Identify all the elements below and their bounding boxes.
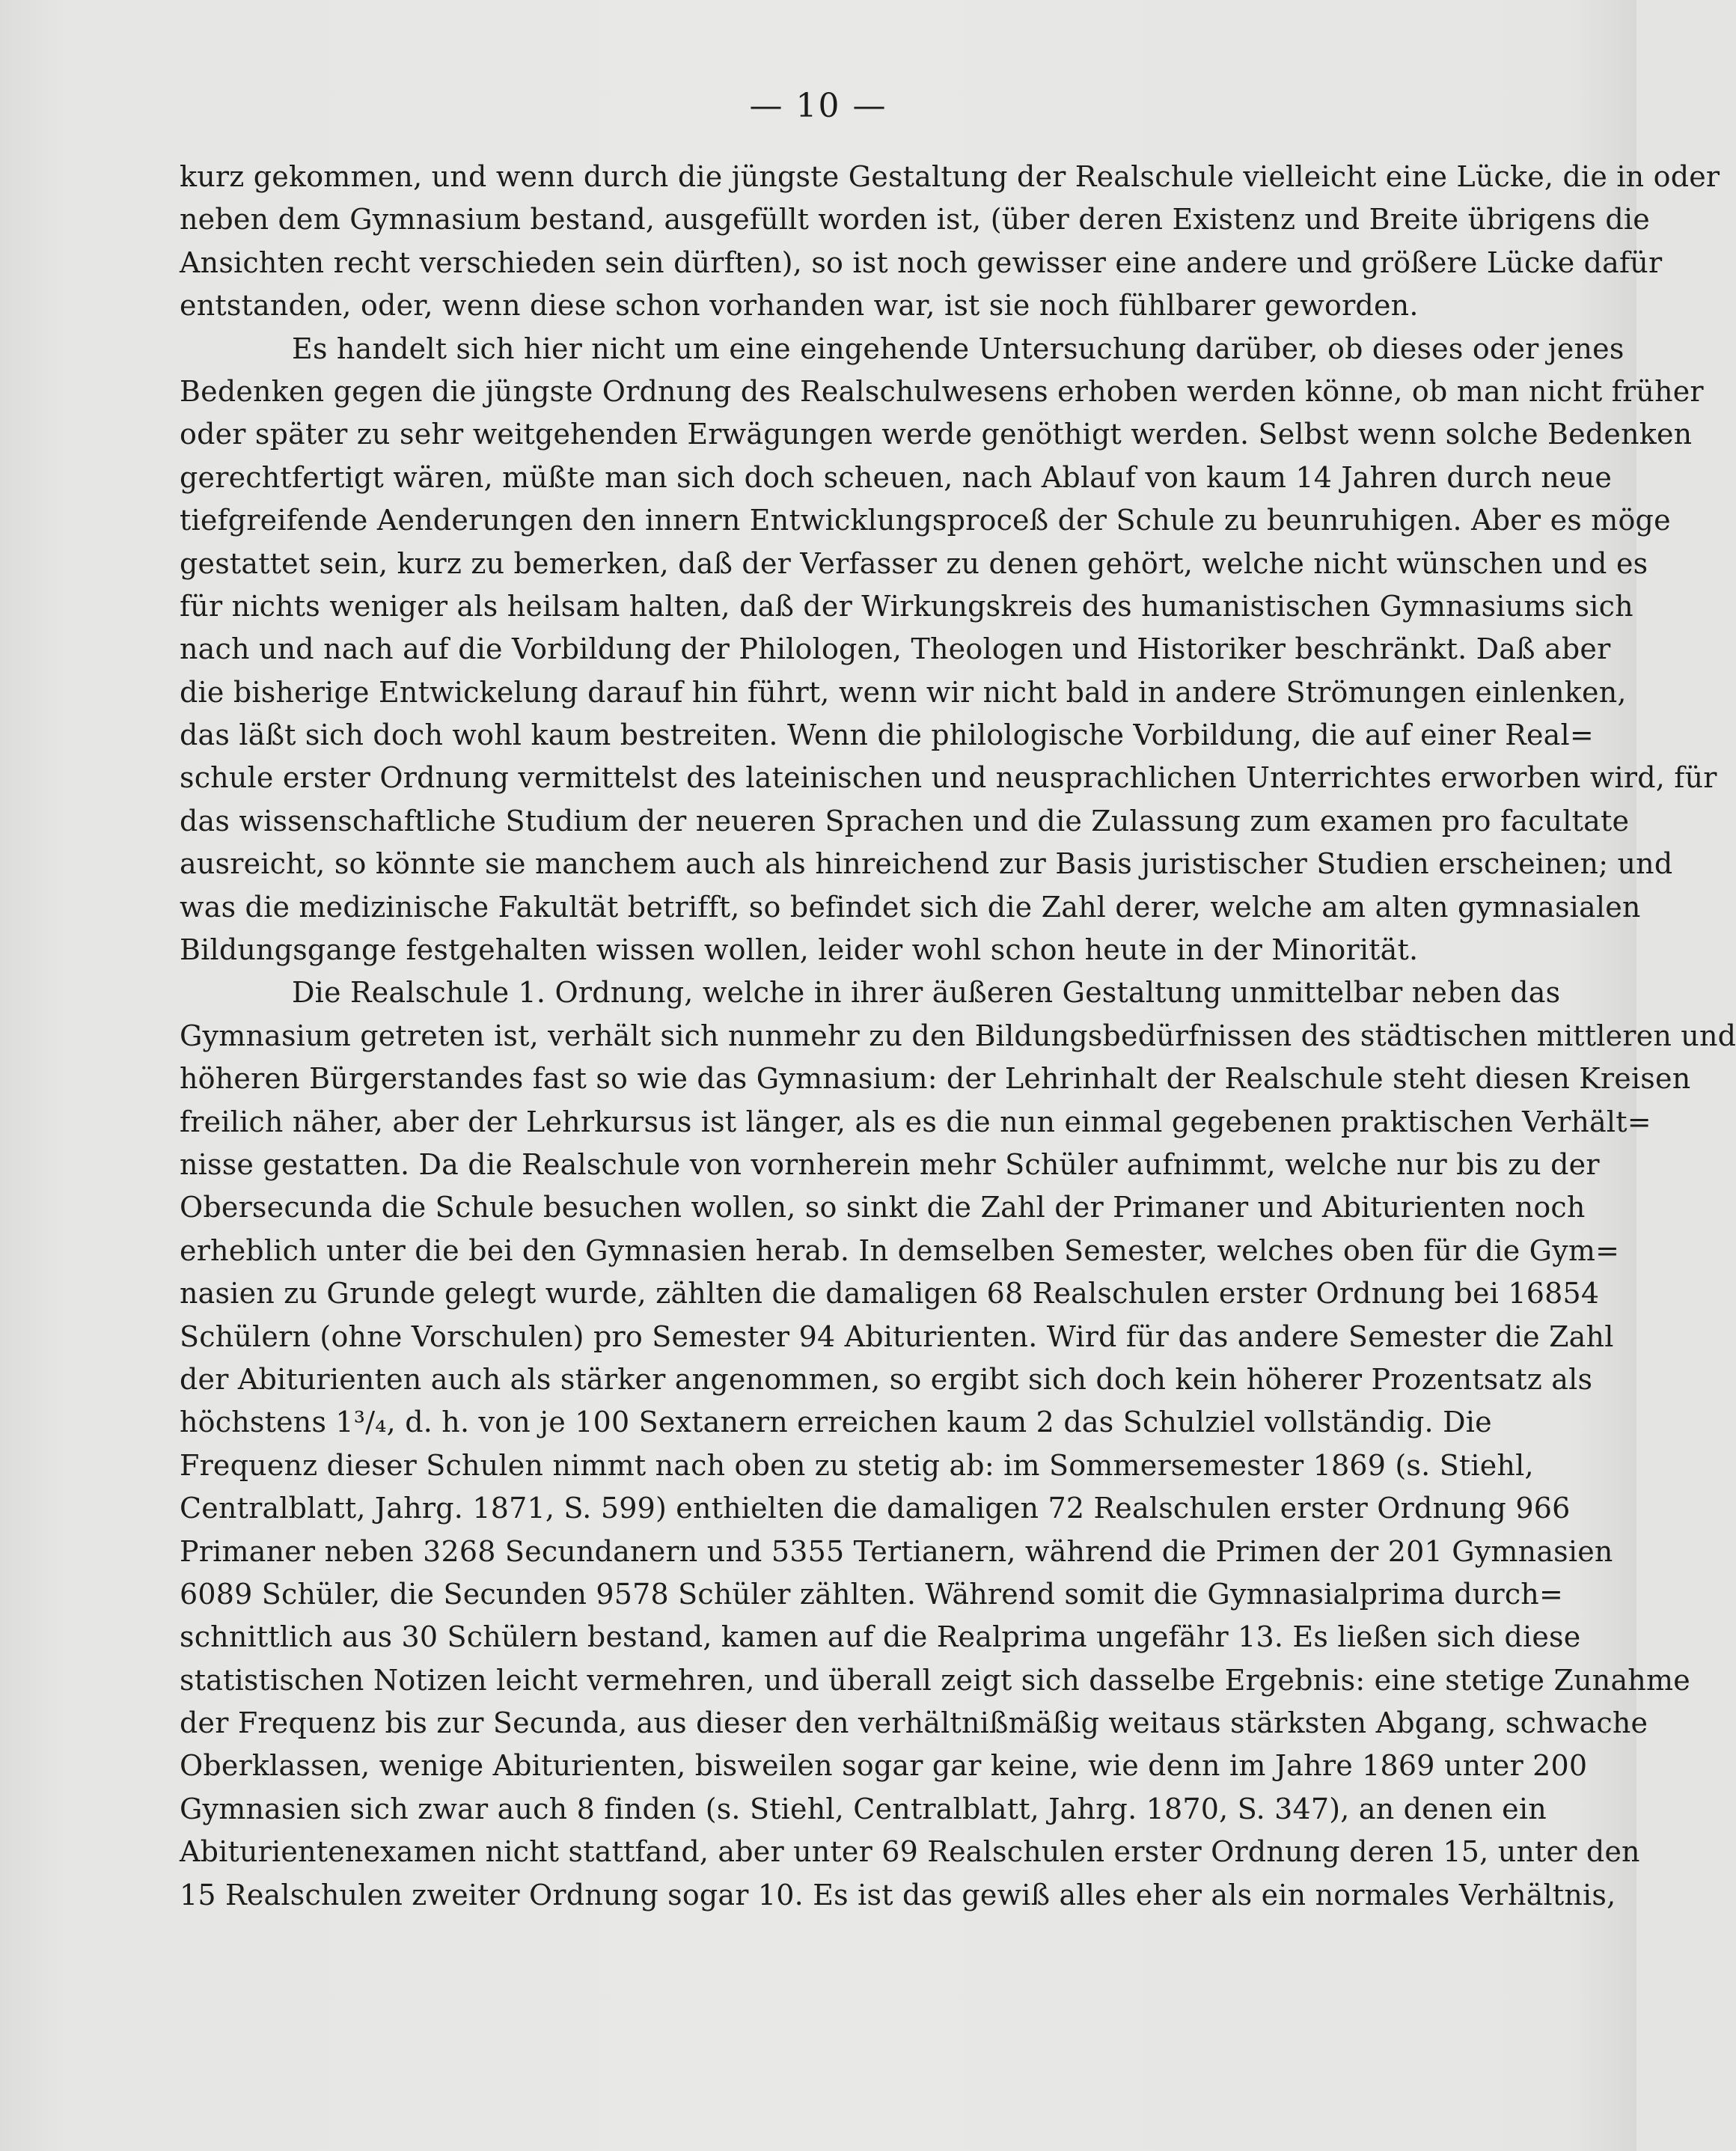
text-line: nach und nach auf die Vorbildung der Philologen, Theologen und Historiker beschränkt. Daß aber bbox=[180, 632, 1611, 666]
text-line: gestattet sein, kurz zu bemerken, daß der Verfasser zu denen gehört, welche nicht wünschen und es bbox=[180, 546, 1648, 580]
text-line: schule erster Ordnung vermittelst des lateinischen und neusprachlichen Unterrichtes erworben wird, für bbox=[180, 761, 1717, 795]
text-line: Gymnasium getreten ist, verhält sich nunmehr zu den Bildungsbedürfnissen des städtischen mittleren und bbox=[180, 1019, 1736, 1052]
body-text bbox=[180, 156, 1736, 1917]
text-line: das wissenschaftliche Studium der neueren Sprachen und die Zulassung zum examen pro facultate bbox=[180, 804, 1630, 837]
text-line: Frequenz dieser Schulen nimmt nach oben zu stetig ab: im Sommersemester 1869 (s. Stiehl, bbox=[180, 1448, 1534, 1482]
text-line: das läßt sich doch wohl kaum bestreiten. Wenn die philologische Vorbildung, die auf einer Real= bbox=[180, 718, 1594, 752]
text-line: oder später zu sehr weitgehenden Erwägungen werde genöthigt werden. Selbst wenn solche Bedenken bbox=[180, 418, 1693, 451]
text-line: Abiturientenexamen nicht stattfand, aber unter 69 Realschulen erster Ordnung deren 15, unter den bbox=[180, 1835, 1640, 1869]
text-line: Obersecunda die Schule besuchen wollen, so sinkt die Zahl der Primaner und Abiturienten noch bbox=[180, 1191, 1586, 1224]
text-line: Oberklassen, wenige Abiturienten, bisweilen sogar gar keine, wie denn im Jahre 1869 unter 200 bbox=[180, 1749, 1588, 1783]
text-line: Primaner neben 3268 Secundanern und 5355 Tertianern, während die Primen der 201 Gymnasien bbox=[180, 1534, 1613, 1568]
text-line: entstanden, oder, wenn diese schon vorhanden war, ist sie noch fühlbarer geworden. bbox=[180, 289, 1419, 323]
text-line: erheblich unter die bei den Gymnasien herab. In demselben Semester, welches oben für die Gym= bbox=[180, 1233, 1620, 1267]
text-line: nisse gestatten. Da die Realschule von vornherein mehr Schüler aufnimmt, welche nur bis zu der bbox=[180, 1147, 1600, 1181]
text-line: die bisherige Entwickelung darauf hin führt, wenn wir nicht bald in andere Strömungen einlenken, bbox=[180, 675, 1627, 709]
text-line: Centralblatt, Jahrg. 1871, S. 599) enthielten die damaligen 72 Realschulen erster Ordnung 966 bbox=[180, 1492, 1571, 1525]
text-line: tiefgreifende Aenderungen den innern Entwicklungsproceß der Schule zu beunruhigen. Aber es möge bbox=[180, 504, 1671, 537]
text-line: höheren Bürgerstandes fast so wie das Gymnasium: der Lehrinhalt der Realschule steht diesen Kreisen bbox=[180, 1062, 1691, 1096]
text-line: was die medizinische Fakultät betrifft, so befindet sich die Zahl derer, welche am alten gymnasialen bbox=[180, 890, 1641, 924]
page-number: — 10 — bbox=[749, 87, 887, 125]
text-line: statistischen Notizen leicht vermehren, und überall zeigt sich dasselbe Ergebnis: eine stetige Zunahme bbox=[180, 1663, 1690, 1697]
text-line: Bildungsgange festgehalten wissen wollen, leider wohl schon heute in der Minorität. bbox=[180, 933, 1419, 967]
text-line: Bedenken gegen die jüngste Ordnung des Realschulwesens erhoben werden könne, ob man nicht früher bbox=[180, 374, 1704, 408]
text-line: ausreicht, so könnte sie manchem auch als hinreichend zur Basis juristischer Studien erscheinen; und bbox=[180, 847, 1673, 881]
text-line: schnittlich aus 30 Schülern bestand, kamen auf die Realprima ungefähr 13. Es ließen sich diese bbox=[180, 1620, 1581, 1654]
text-line: 6089 Schüler, die Secunden 9578 Schüler zählten. Während somit die Gymnasialprima durch= bbox=[180, 1577, 1564, 1611]
text-line: kurz gekommen, und wenn durch die jüngste Gestaltung der Realschule vielleicht eine Lücke, die in oder bbox=[180, 160, 1720, 193]
text-line: nasien zu Grunde gelegt wurde, zählten die damaligen 68 Realschulen erster Ordnung bei 16854 bbox=[180, 1277, 1600, 1311]
text-line: Die Realschule 1. Ordnung, welche in ihrer äußeren Gestaltung unmittelbar neben das bbox=[292, 976, 1561, 1010]
text-line: der Frequenz bis zur Secunda, aus dieser den verhältnißmäßig weitaus stärksten Abgang, schwache bbox=[180, 1706, 1648, 1740]
text-line: höchstens 1³/₄, d. h. von je 100 Sextanern erreichen kaum 2 das Schulziel vollständig. Die bbox=[180, 1406, 1492, 1439]
text-line: der Abiturienten auch als stärker angenommen, so ergibt sich doch kein höherer Prozentsatz als bbox=[180, 1362, 1593, 1396]
text-line: Es handelt sich hier nicht um eine eingehende Untersuchung darüber, ob dieses oder jenes bbox=[292, 332, 1625, 365]
text-line: freilich näher, aber der Lehrkursus ist länger, als es die nun einmal gegebenen praktischen Verhält= bbox=[180, 1105, 1651, 1138]
text-line: Schülern (ohne Vorschulen) pro Semester 94 Abiturienten. Wird für das andere Semester die Zahl bbox=[180, 1319, 1614, 1353]
text-line: 15 Realschulen zweiter Ordnung sogar 10. Es ist das gewiß alles eher als ein normales Verhältnis, bbox=[180, 1878, 1616, 1912]
text-line: Ansichten recht verschieden sein dürften), so ist noch gewisser eine andere und größere Lücke dafür bbox=[180, 245, 1663, 279]
text-line: neben dem Gymnasium bestand, ausgefüllt worden ist, (über deren Existenz und Breite übrigens die bbox=[180, 203, 1650, 237]
text-line: gerechtfertigt wären, müßte man sich doch scheuen, nach Ablauf von kaum 14 Jahren durch neue bbox=[180, 460, 1613, 494]
text-line: für nichts weniger als heilsam halten, daß der Wirkungskreis des humanistischen Gymnasiums sich bbox=[180, 589, 1633, 623]
text-line: Gymnasien sich zwar auch 8 finden (s. Stiehl, Centralblatt, Jahrg. 1870, S. 347), an denen ein bbox=[180, 1792, 1547, 1825]
